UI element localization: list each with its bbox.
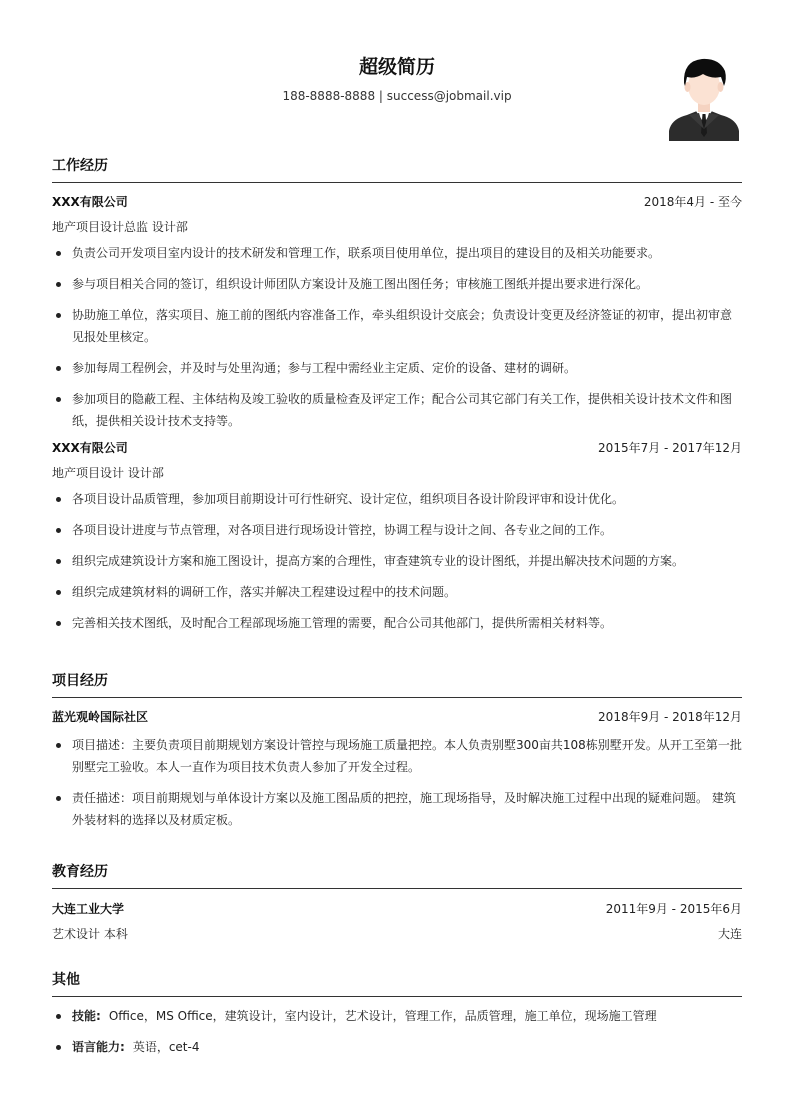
skills-value: Office，MS Office，建筑设计，室内设计，艺术设计，管理工作，品质管理，施工单位，现场施工管理 — [108, 1009, 657, 1023]
projects-section — [52, 670, 742, 831]
language-value: 英语，cet-4 — [132, 1040, 200, 1054]
other-list — [52, 1005, 742, 1058]
job-header — [52, 193, 742, 211]
job-entry — [52, 193, 742, 432]
job-bullets — [52, 242, 742, 432]
project-period: 2018年9月 - 2018年12月 — [598, 710, 742, 724]
candidate-name: 超级简历 — [358, 56, 435, 78]
list-item: 协助施工单位，落实项目、施工前的图纸内容准备工作，牵头组织设计交底会；负责设计变更及经济签证的初审，提出初审意见报处里核定。 — [52, 304, 742, 348]
language-label: 语言能力: — [72, 1040, 125, 1054]
job-bullets — [52, 488, 742, 634]
job-role: 地产项目设计总监 设计部 — [52, 220, 188, 234]
list-item: 组织完成建筑设计方案和施工图设计，提高方案的合理性，审查建筑专业的设计图纸，并提出解决技术问题的方案。 — [52, 550, 742, 572]
skills-label: 技能: — [72, 1009, 101, 1023]
list-item: 各项目设计进度与节点管理，对各项目进行现场设计管控，协调工程与设计之间、各专业之间的工作。 — [52, 519, 742, 541]
education-section — [52, 861, 742, 943]
job-period: 2015年7月 - 2017年12月 — [598, 441, 742, 455]
job-entry — [52, 439, 742, 634]
list-item: 各项目设计品质管理，参加项目前期设计可行性研究、设计定位，组织项目各设计阶段评审和设计优化。 — [52, 488, 742, 510]
list-item: 负责公司开发项目室内设计的技术研发和管理工作，联系项目使用单位，提出项目的建设目的及相关功能要求。 — [52, 242, 742, 264]
section-divider — [52, 182, 742, 183]
contact-info: 188-8888-8888 | success@jobmail.vip — [282, 89, 512, 103]
section-title-projects: 项目经历 — [52, 673, 108, 689]
list-item — [52, 1005, 742, 1027]
project-name: 蓝光观岭国际社区 — [52, 710, 149, 724]
list-item: 组织完成建筑材料的调研工作，落实并解决工程建设过程中的技术问题。 — [52, 581, 742, 603]
list-item: 参加项目的隐蔽工程、主体结构及竣工验收的质量检查及评定工作；配合公司其它部门有关工作，提供相关设计技术文件和图纸，提供相关设计技术支持等。 — [52, 388, 742, 432]
section-title-other: 其他 — [52, 972, 80, 988]
list-item: 项目描述：主要负责项目前期规划方案设计管控与现场施工质量把控。本人负责别墅300亩共108栋别墅开发。从开工至第一批别墅完工验收。本人一直作为项目技术负责人参加了开发全过程。 — [52, 734, 742, 778]
section-title-education: 教育经历 — [52, 864, 108, 880]
section-divider — [52, 697, 742, 698]
list-item: 责任描述：项目前期规划与单体设计方案以及施工图品质的把控，施工现场指导，及时解决施工过程中出现的疑难问题。 建筑外装材料的选择以及材质定板。 — [52, 787, 742, 831]
section-title-work: 工作经历 — [52, 158, 108, 174]
project-entry — [52, 708, 742, 831]
education-header — [52, 900, 742, 918]
city: 大连 — [717, 927, 742, 941]
list-item — [52, 1036, 742, 1058]
project-header — [52, 708, 742, 726]
list-item: 参与项目相关合同的签订，组织设计师团队方案设计及施工图出图任务；审核施工图纸并提出要求进行深化。 — [52, 273, 742, 295]
education-period: 2011年9月 - 2015年6月 — [605, 902, 742, 916]
job-role: 地产项目设计 设计部 — [52, 466, 164, 480]
company-name: XXX有限公司 — [52, 441, 128, 455]
major: 艺术设计 本科 — [52, 927, 128, 941]
list-item: 完善相关技术图纸，及时配合工程部现场施工管理的需要，配合公司其他部门，提供所需相关材料等。 — [52, 612, 742, 634]
project-bullets — [52, 734, 742, 831]
education-details — [52, 925, 742, 943]
resume-header — [0, 0, 794, 150]
section-divider — [52, 996, 742, 997]
school-name: 大连工业大学 — [52, 902, 125, 916]
company-name: XXX有限公司 — [52, 195, 128, 209]
other-section — [52, 969, 742, 1058]
section-divider — [52, 888, 742, 889]
work-section — [52, 155, 742, 634]
job-period: 2018年4月 - 至今 — [643, 195, 742, 209]
avatar — [669, 53, 739, 141]
job-header — [52, 439, 742, 457]
list-item: 参加每周工程例会，并及时与处里沟通；参与工程中需经业主定质、定价的设备、建材的调研。 — [52, 357, 742, 379]
